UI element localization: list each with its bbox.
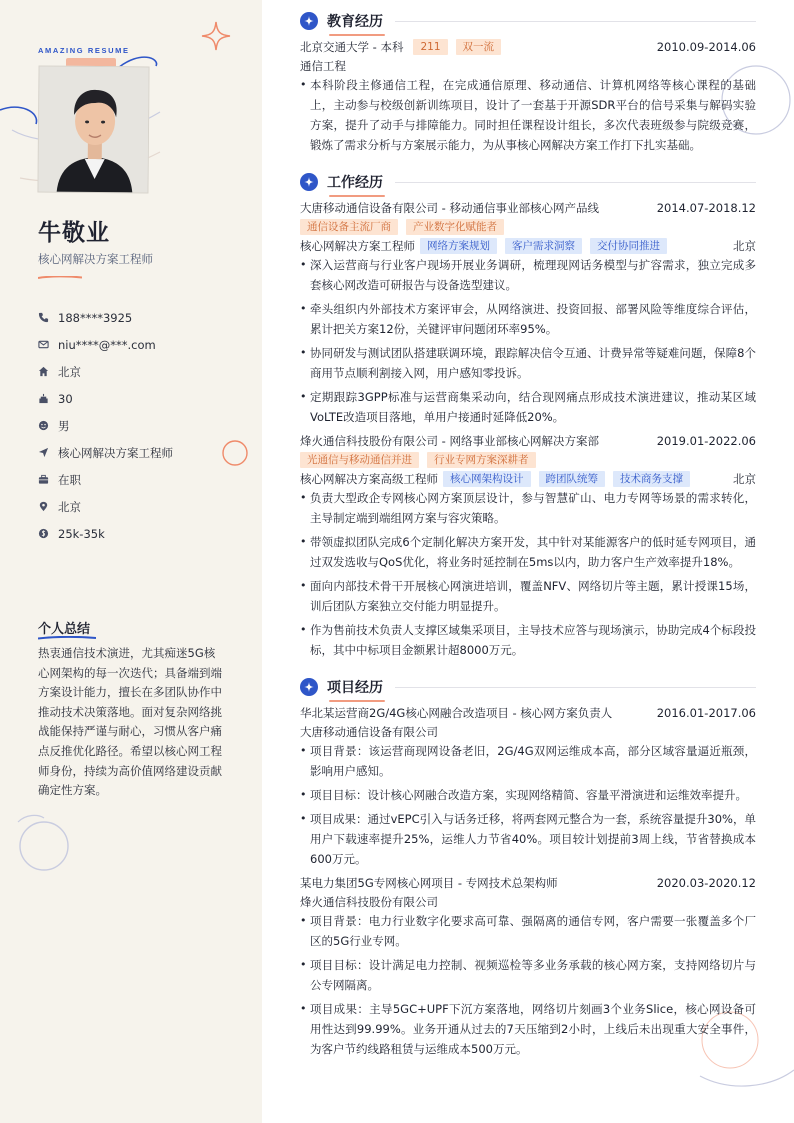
location-text: 北京	[58, 499, 81, 514]
job-city: 北京	[733, 238, 756, 253]
badge-text: AMAZING RESUME	[38, 46, 130, 55]
skill-tag: 客户需求洞察	[505, 238, 582, 254]
info-home	[38, 358, 248, 385]
info-status	[38, 466, 248, 493]
sparkle-icon	[300, 678, 318, 696]
project-bullets	[300, 911, 756, 1059]
summary-heading: 个人总结	[38, 622, 91, 637]
company-tags	[300, 217, 756, 236]
sparkle-icon	[300, 173, 318, 191]
role-row	[300, 236, 756, 255]
company-tag: 行业专网方案深耕者	[427, 452, 536, 468]
section-title: 工作经历	[327, 172, 383, 192]
skill-tag: 交付协同推进	[590, 238, 667, 254]
location-icon	[38, 500, 58, 514]
company-tag: 通信设备主流厂商	[300, 219, 398, 235]
info-salary	[38, 520, 248, 547]
school-name: 北京交通大学 - 本科	[300, 39, 404, 54]
company-tags	[300, 450, 756, 469]
info-location	[38, 493, 248, 520]
avatar	[37, 66, 149, 194]
skill-tag: 技术商务支撑	[613, 471, 690, 487]
list-item: • 负责大型政企专网核心网方案顶层设计，参与智慧矿山、电力专网等场景的需求转化，主导制定端到端组网方案与容灾策略。	[300, 488, 756, 528]
section-divider	[395, 21, 756, 22]
project-row	[300, 703, 756, 722]
target-position-text: 核心网解决方案工程师	[58, 445, 173, 460]
list-item: • 项目背景：电力行业数字化要求高可靠、强隔离的通信专网，客户需要一张覆盖多个厂区的5G行业专网。	[300, 911, 756, 951]
section-work-header	[300, 169, 756, 195]
summary-underline	[38, 636, 96, 640]
list-item: • 本科阶段主修通信工程，在完成通信原理、移动通信、计算机网络等核心课程的基础上，主动参与校级创新训练项目，设计了一套基于开源SDR平台的信号采集与解码实验方案，提升了动手与排障能力。同时担任课程设计组长，多次代表班级参与院级竞赛，锻炼了需求分析与方案展示能力，为从事核心网解决方案工作打下扎实基础。	[300, 75, 756, 155]
project-org-row	[300, 892, 756, 911]
list-item: • 项目目标：设计满足电力控制、视频巡检等多业务承载的核心网方案，支持网络切片与公专网隔离。	[300, 955, 756, 995]
home-icon	[38, 365, 58, 379]
email-text: niu****@***.com	[58, 337, 156, 352]
candidate-name: 牛敬业	[38, 220, 110, 246]
company-name: 烽火通信科技股份有限公司 - 网络事业部核心网解决方案部	[300, 433, 599, 448]
job-bullets	[300, 255, 756, 427]
company-tag: 光通信与移动通信并进	[300, 452, 419, 468]
section-title: 教育经历	[327, 11, 383, 31]
list-item: • 作为售前技术负责人支撑区域集采项目，主导技术应答与现场演示，协助完成4个标段投标，其中中标项目金额累计超8000万元。	[300, 620, 756, 660]
cake-icon	[38, 392, 58, 406]
job-date: 2014.07-2018.12	[656, 200, 756, 215]
project-org-row	[300, 722, 756, 741]
gender-text: 男	[58, 418, 70, 433]
info-gender	[38, 412, 248, 439]
education-row	[300, 37, 756, 56]
list-item: • 项目成果：通过vEPC引入与话务迁移，将两套网元整合为一套，系统容量提升30%，单用户下载速率提升25%，运维人力节省40%。项目较计划提前3周上线，节省替换成本600万元。	[300, 809, 756, 869]
company-name: 大唐移动通信设备有限公司 - 移动通信事业部核心网产品线	[300, 200, 599, 215]
list-item: • 定期跟踪3GPP标准与运营商集采动向，结合现网痛点形成技术演进建议，推动某区域VoLTE改造项目落地，单用户接通时延降低20%。	[300, 387, 756, 427]
sparkle-icon	[300, 12, 318, 30]
project-row	[300, 873, 756, 892]
list-item: • 带领虚拟团队完成6个定制化解决方案开发，其中针对某能源客户的低时延专网项目，通过双发选收与QoS优化，将业务时延控制在5ms以内，助力客户生产效率提升18%。	[300, 532, 756, 572]
list-item: • 项目成果：主导5GC+UPF下沉方案落地，网络切片刻画3个业务Slice，核心网设备可用性达到99.99%。业务开通从过去的7天压缩到2小时，上线后未出现重大安全事件，为客户节约线路租赁与运维成本500万元。	[300, 999, 756, 1059]
contact-info-list	[38, 304, 248, 547]
salary-text: 25k-35k	[58, 526, 105, 541]
job-role: 核心网解决方案工程师	[300, 238, 415, 253]
project-org: 烽火通信科技股份有限公司	[300, 894, 438, 909]
list-item: • 协同研发与测试团队搭建联调环境，跟踪解决信令互通、计费异常等疑难问题，保障8个商用节点顺利割接入网，用户感知零投诉。	[300, 343, 756, 383]
list-item: • 深入运营商与行业客户现场开展业务调研，梳理现网话务模型与扩容需求，独立完成多套核心网改造可研报告与设备选型建议。	[300, 255, 756, 295]
project-name: 某电力集团5G专网核心网项目 - 专网技术总架构师	[300, 875, 558, 890]
job-role: 核心网解决方案高级工程师	[300, 471, 438, 486]
skill-tag: 跨团队统筹	[539, 471, 606, 487]
list-item: • 面向内部技术骨干开展核心网演进培训，覆盖NFV、网络切片等主题，累计授课15场，训后团队方案独立交付能力明显提升。	[300, 576, 756, 616]
briefcase-icon	[38, 473, 58, 487]
job-bullets	[300, 488, 756, 660]
skill-tag: 网络方案规划	[420, 238, 497, 254]
mail-icon	[38, 338, 58, 352]
section-projects-header	[300, 674, 756, 700]
list-item: • 牵头组织内外部技术方案评审会，从网络演进、投资回报、部署风险等维度综合评估，累计把关方案12份，关键评审问题闭环率95%。	[300, 299, 756, 339]
phone-text: 188****3925	[58, 310, 133, 325]
project-date: 2020.03-2020.12	[656, 875, 756, 890]
school-tag: 双一流	[456, 39, 502, 55]
name-underline	[38, 276, 82, 279]
info-email	[38, 331, 248, 358]
project-bullets	[300, 741, 756, 869]
info-age	[38, 385, 248, 412]
age-text: 30	[58, 391, 73, 406]
project-name: 华北某运营商2G/4G核心网融合改造项目 - 核心网方案负责人	[300, 705, 613, 720]
job-date: 2019.01-2022.06	[656, 433, 756, 448]
send-icon	[38, 446, 58, 460]
role-row	[300, 469, 756, 488]
list-item: • 项目目标：设计核心网融合改造方案，实现网络精简、容量平滑演进和运维效率提升。	[300, 785, 756, 805]
job-row	[300, 431, 756, 450]
gender-icon	[38, 419, 58, 433]
school-tag: 211	[413, 39, 447, 55]
job-row	[300, 198, 756, 217]
star-decoration-icon	[200, 20, 232, 52]
main-content	[300, 8, 756, 1063]
company-tag: 产业数字化赋能者	[406, 219, 504, 235]
candidate-title: 核心网解决方案工程师	[38, 252, 153, 266]
summary-text: 热衷通信技术演进，尤其痴迷5G核心网架构的每一次迭代；具备端到端方案设计能力，擅长在多团队协作中推动技术决策落地。面对复杂网络挑战能保持严谨与耐心，习惯从客户痛点反推优化路径。希望以核心网工程师身份，持续为高价值网络建设贡献确定性方案。	[38, 646, 222, 798]
major	[300, 56, 756, 75]
home-text: 北京	[58, 364, 81, 379]
skill-tag: 核心网架构设计	[443, 471, 531, 487]
circle-decoration-icon	[10, 812, 80, 882]
info-phone	[38, 304, 248, 331]
sidebar	[0, 0, 262, 1123]
major-text: 通信工程	[300, 58, 346, 73]
project-org: 大唐移动通信设备有限公司	[300, 724, 438, 739]
list-item: • 项目背景：该运营商现网设备老旧，2G/4G双网运维成本高，部分区域容量逼近瓶颈，影响用户感知。	[300, 741, 756, 781]
info-target-position	[38, 439, 248, 466]
phone-icon	[38, 311, 58, 325]
section-divider	[395, 182, 756, 183]
project-date: 2016.01-2017.06	[656, 705, 756, 720]
salary-icon	[38, 527, 58, 541]
section-divider	[395, 687, 756, 688]
job-city: 北京	[733, 471, 756, 486]
education-date: 2010.09-2014.06	[656, 39, 756, 54]
section-education-header	[300, 8, 756, 34]
education-bullets	[300, 75, 756, 155]
status-text: 在职	[58, 472, 81, 487]
section-title: 项目经历	[327, 677, 383, 697]
